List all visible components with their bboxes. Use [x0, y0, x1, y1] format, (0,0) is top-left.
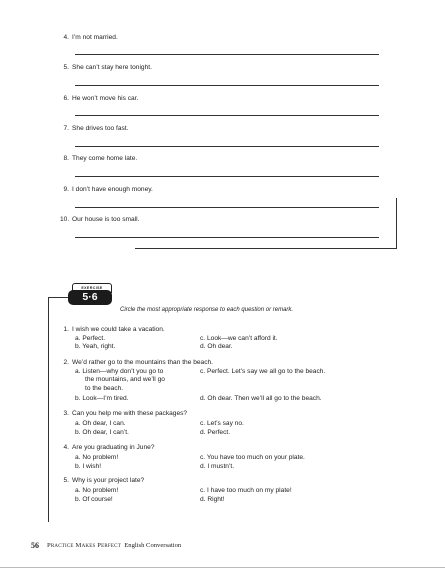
answer-line[interactable]: [75, 176, 379, 177]
option-letter: a.: [75, 368, 81, 375]
writing-item: [60, 95, 138, 103]
answer-option[interactable]: [200, 487, 292, 495]
option-letter: d.: [200, 343, 206, 350]
option-letter: c.: [200, 420, 206, 427]
item-number: 9.: [63, 186, 69, 193]
option-text: Oh dear.: [207, 343, 233, 350]
page-number: 56: [31, 541, 39, 550]
option-letter: c.: [200, 487, 206, 494]
item-number: 4.: [63, 34, 69, 41]
writing-item: [60, 186, 153, 194]
option-letter: d.: [200, 429, 206, 436]
answer-option[interactable]: [75, 496, 113, 504]
option-letter: b.: [75, 463, 81, 470]
question-number: 4.: [63, 444, 69, 451]
option-text: Look—I’m tired.: [82, 395, 129, 402]
option-text: Perfect.: [207, 429, 231, 436]
answer-option[interactable]: [75, 395, 129, 403]
page-edge-divider: [0, 567, 445, 568]
item-text: I don’t have enough money.: [72, 186, 153, 193]
answer-option[interactable]: [75, 368, 163, 376]
writing-item: [60, 64, 152, 72]
answer-option[interactable]: [75, 454, 118, 462]
question-number: 5.: [63, 477, 69, 484]
option-text: Oh dear, I can.: [82, 420, 126, 427]
option-text: Yeah, right.: [82, 343, 116, 350]
answer-option[interactable]: [200, 496, 225, 504]
answer-option[interactable]: [75, 343, 115, 351]
exercise-label: EXERCISE: [72, 283, 112, 293]
exercise-number-badge: 5·6: [68, 290, 112, 305]
writing-item: [60, 155, 137, 163]
option-letter: a.: [75, 454, 81, 461]
answer-option[interactable]: [200, 429, 230, 437]
exercise-bracket-left: [48, 297, 49, 522]
option-text: Perfect. Let’s say we all go to the beach.: [206, 368, 326, 375]
item-number: 8.: [63, 155, 69, 162]
option-letter: d.: [200, 395, 206, 402]
question: [60, 477, 144, 485]
option-text-continued: to the beach.: [85, 385, 124, 392]
writing-item: [60, 34, 118, 42]
option-text: Perfect.: [82, 335, 106, 342]
question-number: 3.: [63, 410, 69, 417]
question-prompt: We’d rather go to the mountains than the beach.: [72, 359, 214, 366]
question-prompt: Why is your project late?: [72, 477, 145, 484]
answer-option[interactable]: [200, 420, 244, 428]
option-text: I have too much on my plate!: [206, 487, 292, 494]
option-text: Oh dear. Then we’ll all go to the beach.: [207, 395, 322, 402]
question-number: 2.: [63, 359, 69, 366]
option-letter: b.: [75, 429, 81, 436]
item-number: 6.: [63, 95, 69, 102]
option-letter: a.: [75, 420, 81, 427]
option-letter: c.: [200, 454, 206, 461]
answer-line[interactable]: [75, 85, 379, 86]
option-letter: a.: [75, 335, 81, 342]
option-letter: b.: [75, 343, 81, 350]
option-text: No problem!: [82, 454, 119, 461]
answer-option[interactable]: [75, 487, 118, 495]
option-letter: a.: [75, 487, 81, 494]
answer-line[interactable]: [75, 54, 379, 55]
question: [60, 359, 213, 367]
item-text: She can’t stay here tonight.: [72, 64, 152, 71]
question: [60, 444, 154, 452]
exercise-bracket-top: [48, 297, 68, 298]
item-number: 5.: [63, 64, 69, 71]
answer-option[interactable]: [200, 343, 233, 351]
option-letter: d.: [200, 496, 206, 503]
exercise-instruction: Circle the most appropriate response to each question or remark.: [120, 307, 294, 313]
option-text: No problem!: [82, 487, 119, 494]
item-text: Our house is too small.: [72, 216, 140, 223]
option-text: Right!: [207, 496, 225, 503]
answer-line[interactable]: [75, 237, 379, 238]
option-letter: b.: [75, 496, 81, 503]
answer-option[interactable]: [200, 368, 325, 376]
option-text: Oh dear, I can’t.: [82, 429, 129, 436]
option-text: I mustn’t.: [207, 463, 235, 470]
option-letter: c.: [200, 368, 206, 375]
question-prompt: I wish we could take a vacation.: [72, 326, 165, 333]
question-number: 1.: [63, 326, 69, 333]
option-letter: d.: [200, 463, 206, 470]
option-text: Of course!: [82, 496, 113, 503]
book-title: Practice Makes Perfect: [47, 542, 121, 549]
running-footer: [47, 542, 181, 549]
answer-option[interactable]: [75, 463, 101, 471]
answer-line[interactable]: [75, 115, 379, 116]
writing-item: [60, 125, 128, 133]
item-text: She drives too fast.: [72, 125, 129, 132]
question-prompt: Can you help me with these packages?: [72, 410, 188, 417]
option-text-continued: the mountains, and we’ll go: [85, 376, 165, 383]
option-text: Look—we can’t afford it.: [206, 335, 278, 342]
question: [60, 410, 187, 418]
item-number: 7.: [63, 125, 69, 132]
answer-line[interactable]: [75, 207, 379, 208]
option-letter: b.: [75, 395, 81, 402]
answer-option[interactable]: [200, 335, 278, 343]
exercise-bracket-bottom: [135, 248, 397, 249]
item-text: He won’t move his car.: [72, 95, 139, 102]
answer-option[interactable]: [75, 335, 105, 343]
answer-option[interactable]: [200, 395, 322, 403]
answer-option[interactable]: [200, 454, 305, 462]
option-text: Listen—why don’t you go to: [82, 368, 164, 375]
answer-option[interactable]: [75, 420, 126, 428]
answer-line[interactable]: [75, 146, 379, 147]
item-text: They come home late.: [72, 155, 138, 162]
answer-option[interactable]: [75, 429, 129, 437]
exercise-bracket-right: [396, 198, 397, 248]
option-text: I wish!: [82, 463, 102, 470]
option-text: You have too much on your plate.: [206, 454, 305, 461]
item-text: I’m not married.: [72, 34, 118, 41]
item-number: 10.: [60, 216, 70, 223]
answer-option[interactable]: [200, 463, 234, 471]
option-text: Let’s say no.: [206, 420, 244, 427]
question-prompt: Are you graduating in June?: [72, 444, 155, 451]
book-subtitle: English Conversation: [124, 542, 182, 549]
question: [60, 326, 165, 334]
option-letter: c.: [200, 335, 206, 342]
writing-item: [60, 216, 139, 224]
